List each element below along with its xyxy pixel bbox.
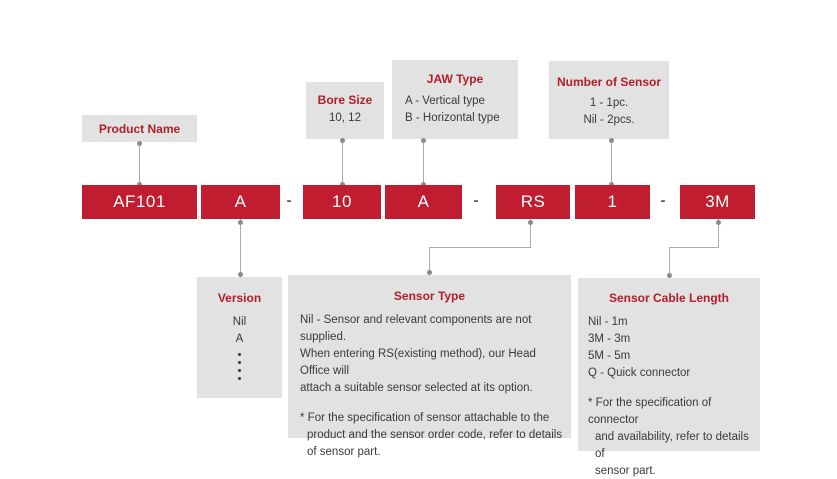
callout-sensor-cable-length: [578, 278, 760, 477]
cable-length-option: 3M - 3m: [588, 333, 631, 345]
jaw-type-option: A - Vertical type: [405, 95, 485, 107]
callout-title: Bore Size: [317, 93, 373, 107]
cable-note-line: * For the specification of connector: [588, 397, 712, 426]
connector-dot: [137, 141, 142, 146]
code-separator: -: [286, 192, 292, 209]
version-option: A: [235, 333, 244, 345]
callout-bore-size: [306, 82, 384, 139]
code-separator: -: [660, 192, 666, 209]
sensor-type-description-line: attach a suitable sensor selected at its option.: [300, 382, 533, 394]
callout-sensor-type: [288, 275, 571, 458]
connector-line: [611, 139, 612, 185]
connector-line: [429, 247, 531, 248]
code-block-jaw: A: [385, 185, 462, 219]
code-block-cable: 3M: [680, 185, 755, 219]
callout-title: Product Name: [98, 121, 181, 136]
version-ellipsis: [197, 353, 282, 380]
callout-jaw-type: [392, 60, 518, 139]
callout-title: Version: [217, 291, 262, 305]
connector-dot: [238, 220, 243, 225]
code-separator: -: [473, 192, 479, 209]
jaw-type-option: B - Horizontal type: [405, 112, 500, 124]
sensor-type-description-line: When entering RS(existing method), our Head Office will: [300, 348, 536, 377]
callout-title: Sensor Cable Length: [608, 291, 730, 305]
callout-number-of-sensor: [549, 61, 669, 139]
callout-version: [197, 277, 282, 398]
code-block-product: AF101: [82, 185, 197, 219]
callout-title: Sensor Type: [393, 289, 466, 303]
connector-line: [139, 142, 140, 185]
code-block-sensor-type: RS: [496, 185, 570, 219]
cable-length-option: Q - Quick connector: [588, 367, 691, 379]
callout-title: JAW Type: [426, 72, 484, 86]
sensor-type-note-line: of sensor part.: [307, 446, 381, 458]
sensor-count-option: 1 - 1pc.: [589, 97, 629, 109]
bore-size-values: 10, 12: [329, 112, 361, 124]
code-block-sensor-count: 1: [575, 185, 650, 219]
callout-product-name: [82, 115, 197, 142]
callout-title: Number of Sensor: [556, 75, 661, 89]
connector-line: [342, 139, 343, 185]
sensor-count-option: Nil - 2pcs.: [583, 114, 635, 126]
connector-dot: [340, 138, 345, 143]
sensor-type-note-line: * For the specification of sensor attachable to the: [300, 412, 550, 424]
version-option: Nil: [232, 316, 247, 328]
cable-note-line: and availability, refer to details of: [595, 431, 749, 460]
connector-dot: [528, 220, 533, 225]
sensor-type-note-line: product and the sensor order code, refer to details: [307, 429, 563, 441]
sensor-type-description-line: Nil - Sensor and relevant components are not supplied.: [300, 314, 532, 343]
code-block-bore: 10: [303, 185, 381, 219]
connector-line: [423, 139, 424, 185]
cable-length-option: 5M - 5m: [588, 350, 631, 362]
connector-line: [669, 247, 719, 248]
code-block-version: A: [201, 185, 280, 219]
cable-note-line: sensor part.: [595, 465, 656, 477]
connector-dot: [609, 138, 614, 143]
cable-length-option: Nil - 1m: [588, 316, 628, 328]
connector-line: [240, 219, 241, 277]
connector-dot: [716, 220, 721, 225]
connector-dot: [421, 138, 426, 143]
